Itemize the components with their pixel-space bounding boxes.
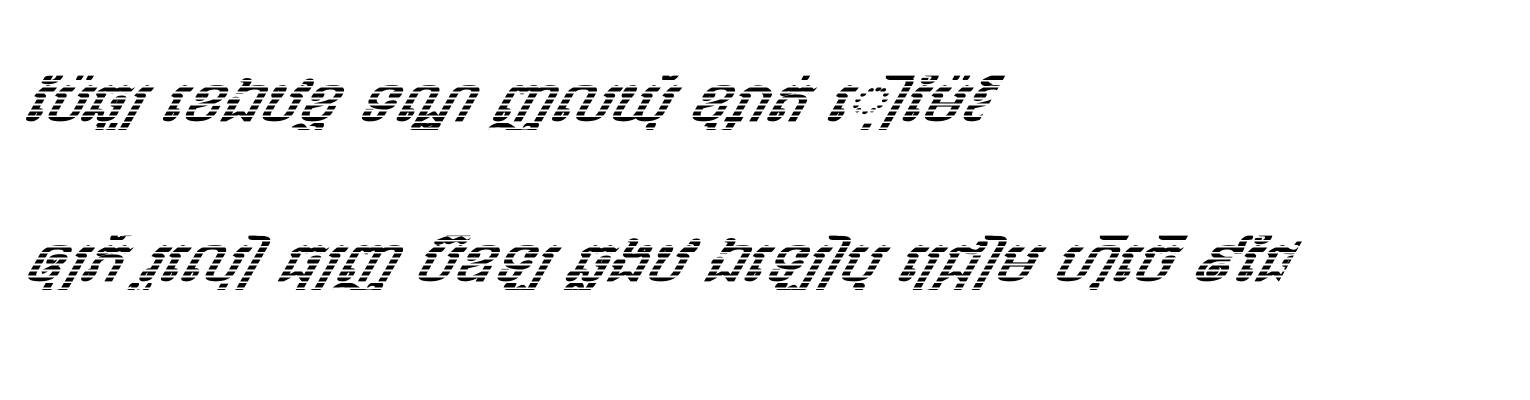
- specimen-line-1: ប៉ែឆ្ឃុ ខេឯឋខ្ញ ទណ្ឌ ញលឃុំ ខ្សាត់ ឿម៉ៃឱ: [11, 71, 1022, 135]
- specimen-line-2: ឲ្យភ៍ រួលៀ ធ្យញុ ប៊ីឧឡ ឆ្លងឋ ឯឡៀឫ ជ្រៀម ហ៊ីចើ ៩ផៃ អ្នកគ្រូ: [11, 231, 1473, 295]
